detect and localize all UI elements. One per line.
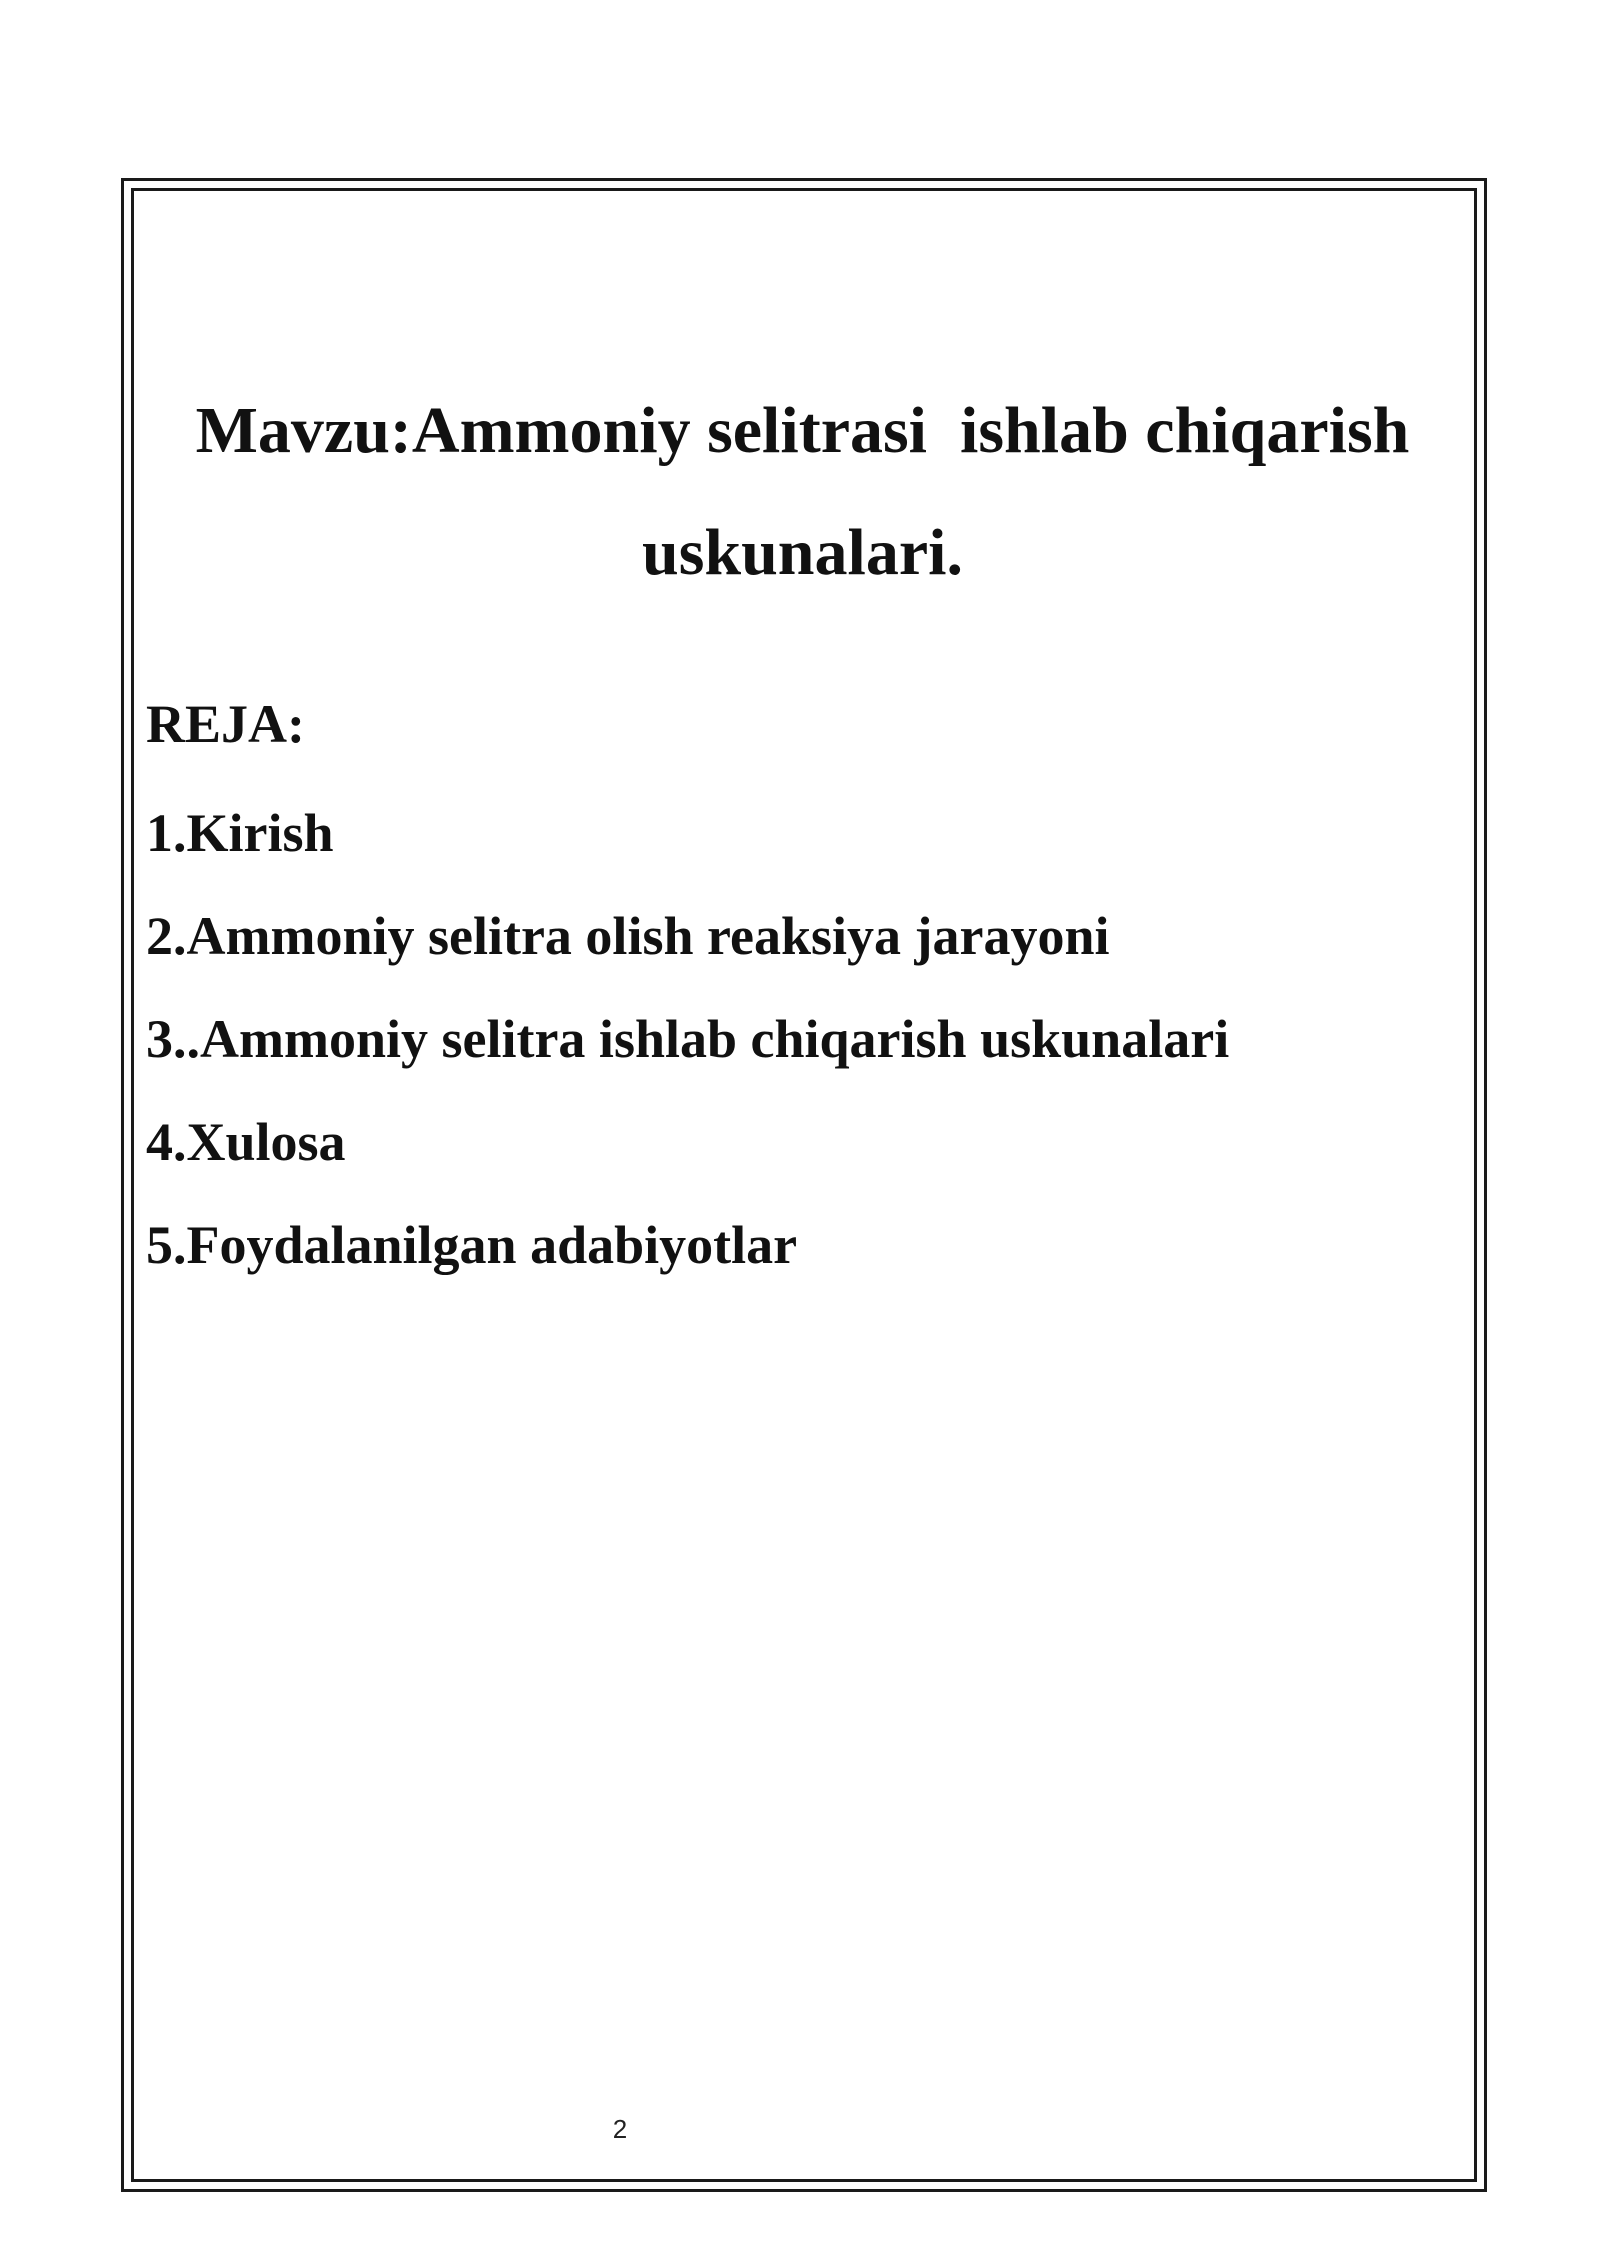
plan-item: 1.Kirish (146, 803, 334, 863)
plan-item: 5.Foydalanilgan adabiyotlar (146, 1215, 798, 1275)
plan-heading: REJA: (146, 694, 305, 754)
plan-item: 4.Xulosa (146, 1112, 346, 1172)
document-title-line-2: uskunalari. (642, 516, 963, 589)
plan-list (146, 782, 1229, 1297)
plan-item: 2.Ammoniy selitra olish reaksiya jarayoni (146, 906, 1110, 966)
document-title-line-1: Mavzu:Ammoniy selitrasi ishlab chiqarish (195, 394, 1410, 467)
page-number: 2 (612, 2114, 628, 2144)
document-title (145, 370, 1460, 614)
plan-item: 3..Ammoniy selitra ishlab chiqarish uskunalari (146, 1009, 1230, 1069)
